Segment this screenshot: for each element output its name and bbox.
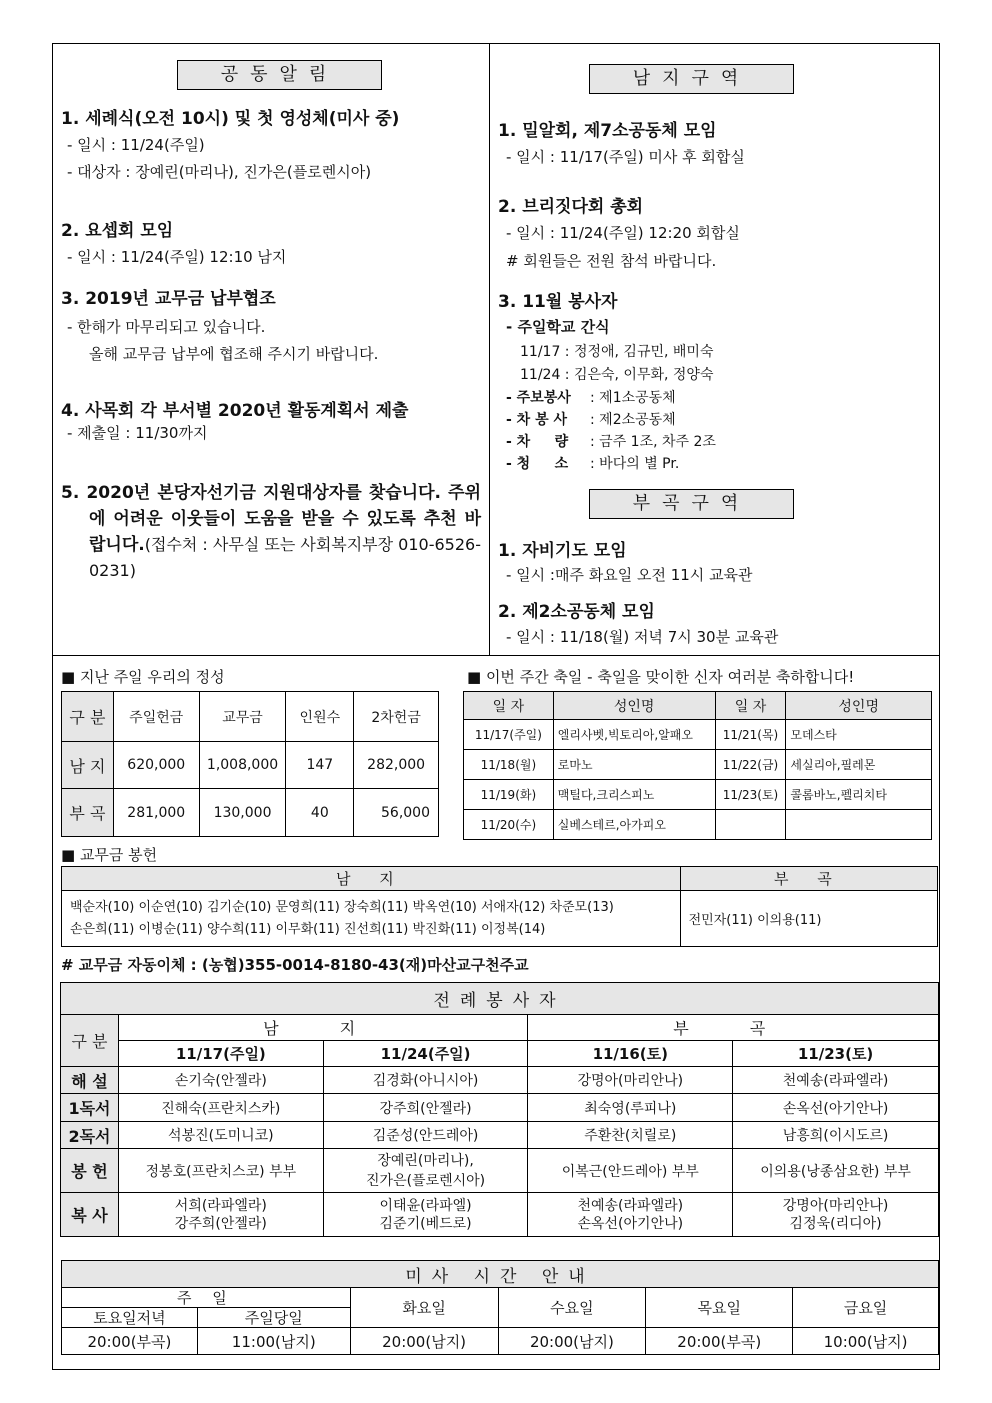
table-row (464, 780, 932, 810)
table-cell: 석봉진(도미니코) (118, 1122, 323, 1149)
table-header: 구 분 (61, 1015, 119, 1067)
namji-role-label: - 차 량 (506, 434, 569, 450)
bugok-title: 부곡구역 (589, 489, 794, 519)
table-cell: 진해숙(프란치스카) (118, 1094, 323, 1122)
table-cell: 2독서 (61, 1122, 119, 1149)
table-header: 11/16(토) (528, 1041, 733, 1067)
common-item-4-heading: 4. 사목회 각 부서별 2020년 활동계획서 제출 (61, 401, 409, 421)
common-item-3-line: - 한해가 마무리되고 있습니다. (67, 318, 266, 336)
table-cell: 정봉호(프란치스코) 부부 (118, 1149, 323, 1193)
common-item-3-heading: 3. 2019년 교무금 납부협조 (61, 289, 276, 309)
common-item-1-line: - 일시 : 11/24(주일) (67, 136, 205, 154)
table-cell: 281,000 (113, 789, 199, 837)
namji-item-2-line: # 회원들은 전원 참석 바랍니다. (506, 252, 717, 270)
table-cell: 실베스테르,아가피오 (553, 810, 715, 840)
table-cell: 56,000 (354, 789, 439, 837)
table-cell: 130,000 (199, 789, 286, 837)
namji-item-2-line: - 일시 : 11/24(주일) 12:20 회합실 (506, 224, 740, 242)
tithe-bugok-cell: 전민자(11) 이의용(11) (680, 891, 937, 947)
namji-snack-line: 11/17 : 정정애, 김규민, 배미숙 (520, 344, 714, 360)
table-cell: 1독서 (61, 1094, 119, 1122)
table-row (61, 1094, 939, 1122)
namji-role-label: - 청 소 (506, 456, 569, 472)
common-item-2-line: - 일시 : 11/24(주일) 12:10 남지 (67, 248, 287, 266)
namji-title: 남지구역 (589, 64, 794, 94)
namji-role-row (506, 387, 676, 407)
table-header: 일 자 (464, 692, 554, 720)
namji-role-row (506, 431, 716, 451)
table-cell: 11/17(주일) (464, 720, 554, 750)
namji-item-1-line: - 일시 : 11/17(주일) 미사 후 회합실 (506, 148, 745, 166)
table-cell: 로마노 (553, 750, 715, 780)
table-header: 목요일 (646, 1288, 793, 1328)
table-cell: 서희(라파엘라) 강주희(안젤라) (118, 1193, 323, 1237)
table-row (464, 810, 932, 840)
table-header-row (61, 1041, 939, 1067)
table-cell: 엘리사벳,빅토리아,알패오 (553, 720, 715, 750)
tithe-autopay: # 교무금 자동이체 : (농협)355-0014-8180-43(재)마산교구천주교 (61, 956, 529, 974)
table-header: 주 일 (62, 1288, 351, 1308)
table-row (464, 720, 932, 750)
district-notice-column (490, 44, 939, 655)
tithe-namji-line: 백순자(10) 이순연(10) 김기순(10) 문영희(11) 장숙희(11) 박옥연(10) 서애자(12) 차준모(13) (70, 899, 614, 915)
table-cell: 282,000 (354, 742, 439, 789)
tithe-namji-cell (62, 891, 681, 947)
table-cell: 이복근(안드레아) 부부 (528, 1149, 733, 1193)
table-header: 일 자 (715, 692, 786, 720)
common-item-1-line: - 대상자 : 장예린(마리나), 진가은(플로렌시아) (67, 163, 372, 181)
table-cell: 147 (286, 742, 354, 789)
table-cell: 40 (286, 789, 354, 837)
table-cell: 김준성(안드레아) (323, 1122, 528, 1149)
offering-table (61, 691, 439, 837)
table-cell: 봉 헌 (61, 1149, 119, 1193)
table-cell: 해 설 (61, 1067, 119, 1094)
table-header-row (62, 692, 439, 742)
table-cell: 620,000 (113, 742, 199, 789)
table-cell: 모데스타 (786, 720, 932, 750)
table-cell: 11/23(토) (715, 780, 786, 810)
table-row (62, 891, 938, 947)
table-cell: 남 지 (62, 742, 114, 789)
table-row (61, 1067, 939, 1094)
table-cell: 11/18(월) (464, 750, 554, 780)
common-item-3-line: 올해 교무금 납부에 협조해 주시기 바랍니다. (89, 345, 379, 363)
table-header: 주일헌금 (113, 692, 199, 742)
table-cell: 11/20(수) (464, 810, 554, 840)
table-cell: 부 곡 (62, 789, 114, 837)
table-row (62, 742, 439, 789)
table-cell: 최숙영(루피나) (528, 1094, 733, 1122)
table-cell: 강명아(마리안나) (528, 1067, 733, 1094)
namji-item-1-heading: 1. 밀알회, 제7소공동체 모임 (498, 121, 717, 141)
table-header: 부 곡 (528, 1015, 939, 1041)
table-cell: 강주희(안젤라) (323, 1094, 528, 1122)
table-cell: 주환찬(치릴로) (528, 1122, 733, 1149)
common-item-5-heading: 5. 2020년 본당자선기금 지원대상자를 찾습니다. 주위에 어려운 이웃들이 도움을 받을 수 있도록 추천 바랍니다. (61, 483, 481, 555)
table-row (61, 1193, 939, 1237)
feast-table (463, 691, 932, 840)
table-header: 2차헌금 (354, 692, 439, 742)
table-header: 성인명 (786, 692, 932, 720)
tithe-namji-line: 손은희(11) 이병순(11) 양수희(11) 이무화(11) 진선희(11) 박진화(11) 이정복(14) (70, 921, 546, 937)
table-row (62, 1328, 939, 1355)
common-notice-title: 공동알림 (177, 60, 382, 90)
table-cell (786, 810, 932, 840)
common-item-5-note: (접수처 : 사무실 또는 사회복지부장 010-6526-0231) (89, 535, 481, 580)
table-row (62, 789, 439, 837)
table-cell: 11/19(화) (464, 780, 554, 810)
table-header-row (62, 867, 938, 891)
table-cell: 20:00(남지) (498, 1328, 646, 1355)
table-cell: 맥틸다,크리스피노 (553, 780, 715, 810)
common-item-1-heading: 1. 세례식(오전 10시) 및 첫 영성체(미사 중) (61, 109, 400, 129)
table-cell: 20:00(부곡) (646, 1328, 793, 1355)
table-cell: 복 사 (61, 1193, 119, 1237)
offering-title: ■ 지난 주일 우리의 정성 (61, 668, 225, 686)
namji-role-row (506, 409, 676, 429)
table-cell: 콜롬바노,펠리치타 (786, 780, 932, 810)
table-row (61, 1149, 939, 1193)
namji-role-value: : 제2소공동체 (590, 412, 676, 428)
table-header-row (61, 1015, 939, 1041)
common-item-4-line: - 제출일 : 11/30까지 (67, 424, 208, 442)
table-header-row (464, 692, 932, 720)
table-cell: 천예송(라파엘라) (733, 1067, 939, 1094)
bugok-item-2-line: - 일시 : 11/18(월) 저녁 7시 30분 교육관 (506, 628, 779, 646)
table-header: 교무금 (199, 692, 286, 742)
mass-table (61, 1260, 939, 1355)
table-cell: 1,008,000 (199, 742, 286, 789)
tithe-title: ■ 교무금 봉헌 (61, 846, 158, 864)
namji-role-label: - 차 봉 사 (506, 412, 568, 428)
bugok-item-1-line: - 일시 :매주 화요일 오전 11시 교육관 (506, 566, 753, 584)
table-header: 부 곡 (680, 867, 937, 891)
table-cell: 10:00(남지) (793, 1328, 939, 1355)
table-header-row (62, 1261, 939, 1288)
table-cell: 20:00(남지) (350, 1328, 498, 1355)
namji-item-3-heading: 3. 11월 봉사자 (498, 292, 618, 312)
table-cell (715, 810, 786, 840)
namji-role-label: - 주보봉사 (506, 390, 571, 406)
bulletin-frame (52, 43, 940, 1370)
table-header-row (62, 1288, 939, 1308)
common-item-5 (61, 480, 481, 584)
table-cell: 남흥희(이시도르) (733, 1122, 939, 1149)
namji-item-2-heading: 2. 브리짓다회 총회 (498, 197, 644, 217)
table-header: 주일당일 (197, 1308, 350, 1328)
feast-title: ■ 이번 주간 축일 - 축일을 맞이한 신자 여러분 축하합니다! (467, 668, 855, 686)
common-item-2-heading: 2. 요셉회 모임 (61, 221, 174, 241)
liturgy-table (60, 982, 939, 1237)
table-cell: 11/21(목) (715, 720, 786, 750)
namji-role-row (506, 453, 679, 473)
table-cell: 손옥선(아기안나) (733, 1094, 939, 1122)
common-notice-column (53, 44, 490, 655)
table-row (61, 1122, 939, 1149)
table-header: 남 지 (62, 867, 681, 891)
table-header: 인원수 (286, 692, 354, 742)
namji-role-value: : 제1소공동체 (590, 390, 676, 406)
namji-item-3-sub: - 주일학교 간식 (506, 318, 610, 336)
table-header: 성인명 (553, 692, 715, 720)
table-cell: 11/22(금) (715, 750, 786, 780)
bugok-item-1-heading: 1. 자비기도 모임 (498, 541, 627, 561)
table-header: 금요일 (793, 1288, 939, 1328)
liturgy-title: 전례봉사자 (61, 983, 939, 1015)
table-cell: 이태윤(라파엘) 김준기(베드로) (323, 1193, 528, 1237)
table-cell: 장예린(마리나), 진가은(플로렌시아) (323, 1149, 528, 1193)
table-header: 수요일 (498, 1288, 646, 1328)
table-header: 토요일저녁 (62, 1308, 198, 1328)
table-cell: 천예송(라파엘라) 손옥선(아기안나) (528, 1193, 733, 1237)
table-header-row (61, 983, 939, 1015)
bugok-item-2-heading: 2. 제2소공동체 모임 (498, 602, 655, 622)
table-cell: 손기숙(안젤라) (118, 1067, 323, 1094)
table-header: 남 지 (118, 1015, 527, 1041)
table-header: 구 분 (62, 692, 114, 742)
table-row (464, 750, 932, 780)
table-header: 화요일 (350, 1288, 498, 1328)
namji-snack-line: 11/24 : 김은숙, 이무화, 정양숙 (520, 367, 714, 383)
notice-area (53, 44, 939, 656)
tithe-table (61, 866, 938, 947)
table-cell: 11:00(남지) (197, 1328, 350, 1355)
table-header: 11/24(주일) (323, 1041, 528, 1067)
table-cell: 세실리아,필레몬 (786, 750, 932, 780)
namji-role-value: : 금주 1조, 차주 2조 (590, 434, 716, 450)
table-header: 11/23(토) (733, 1041, 939, 1067)
table-cell: 김경화(아니시아) (323, 1067, 528, 1094)
mass-title: 미사 시간 안내 (62, 1261, 939, 1288)
table-cell: 강명아(마리안나) 김정욱(리디아) (733, 1193, 939, 1237)
table-cell: 20:00(부곡) (62, 1328, 198, 1355)
namji-role-value: : 바다의 별 Pr. (590, 456, 680, 472)
table-cell: 이의용(낭종삼요한) 부부 (733, 1149, 939, 1193)
table-header: 11/17(주일) (118, 1041, 323, 1067)
